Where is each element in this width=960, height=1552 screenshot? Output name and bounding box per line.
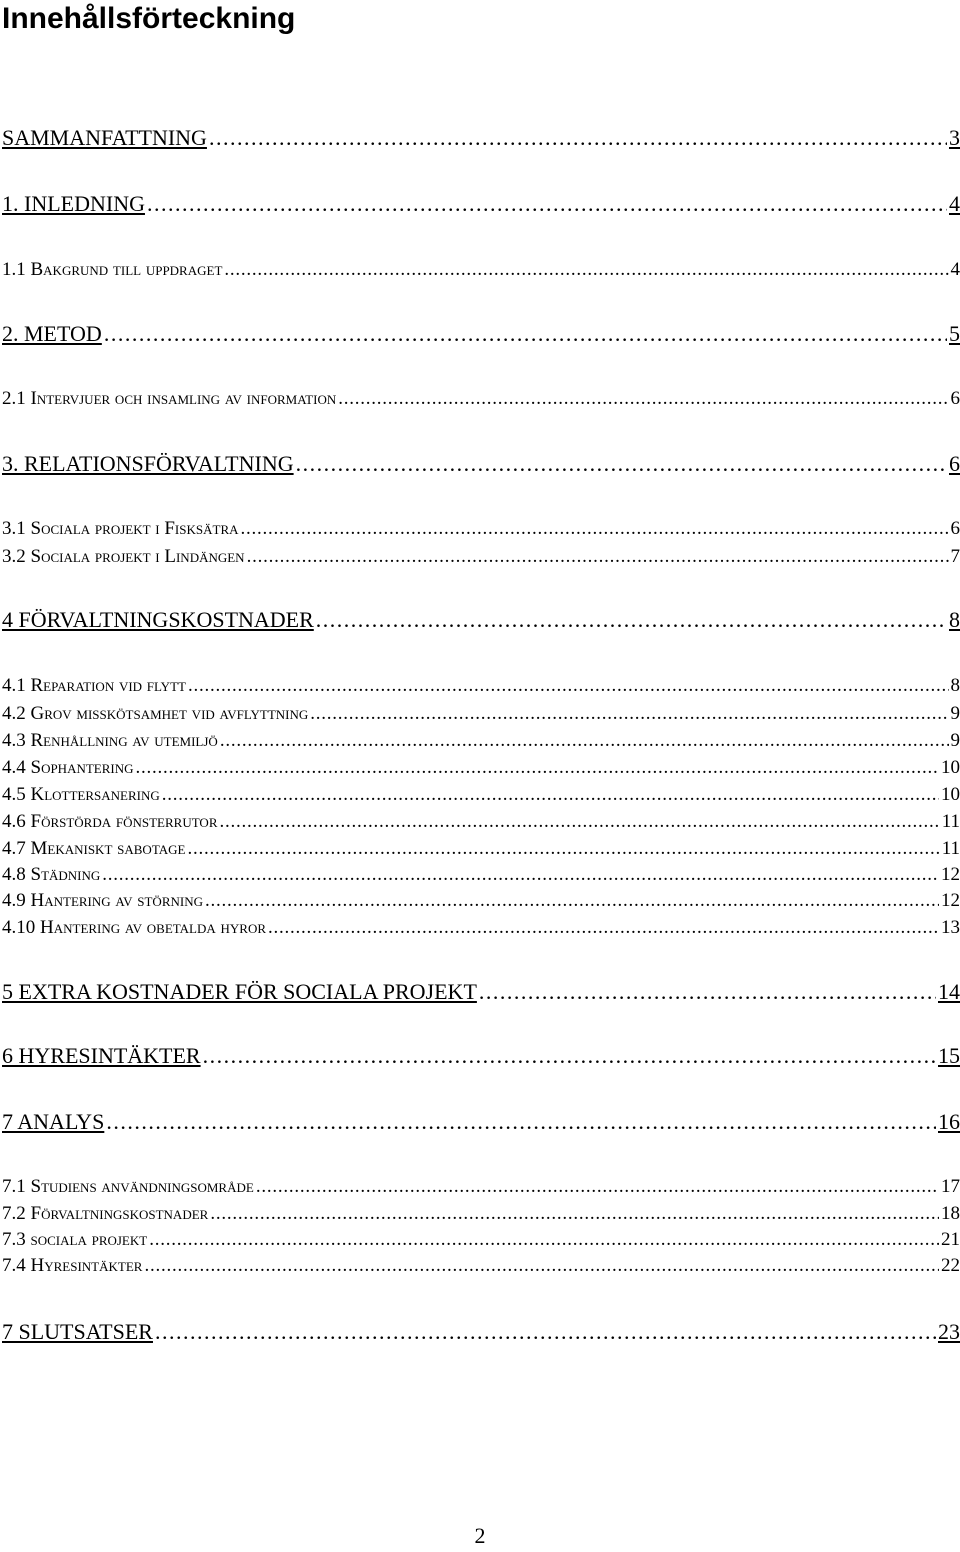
toc-entry-page: 17 [941,1176,960,1197]
toc-entry-page: 9 [950,703,960,724]
dot-leader [316,608,947,632]
dot-leader [220,810,940,834]
toc-entry-label: 6 HYRESINTÄKTER [2,1043,201,1068]
dot-leader [241,517,949,541]
toc-entry-label: 3. RELATIONSFÖRVALTNING [2,451,294,476]
toc-entry-page: 22 [941,1255,960,1276]
toc-entry-label: 1. INLEDNING [2,191,145,216]
toc-entry[interactable] [2,674,960,698]
toc-entry[interactable] [2,192,960,216]
toc-entry[interactable] [2,889,960,913]
dot-leader [247,545,949,569]
toc-entry-page: 3 [949,125,960,150]
toc-entry[interactable] [2,1254,960,1278]
toc-entry-label: 4.2 Grov misskötsamhet vid avflyttning [2,703,309,724]
toc-entry-label: 4.5 Klottersanering [2,784,160,805]
dot-leader [106,1110,936,1134]
dot-leader [155,1320,936,1344]
dot-leader [209,126,947,150]
toc-entry-label: 7.1 Studiens användningsområde [2,1176,254,1197]
dot-leader [187,837,939,861]
dot-leader [256,1175,939,1199]
dot-leader [220,729,949,753]
dot-leader [136,756,939,780]
toc-entry-label: SAMMANFATTNING [2,125,207,150]
toc-entry[interactable] [2,1110,960,1134]
toc-entry-page: 15 [938,1043,960,1068]
toc-entry-label: 3.1 Sociala projekt i Fisksätra [2,518,239,539]
toc-entry-page: 8 [949,607,960,632]
toc-entry[interactable] [2,1175,960,1199]
toc-entry-page: 18 [941,1203,960,1224]
dot-leader [205,889,939,913]
toc-entry-page: 21 [941,1229,960,1250]
toc-entry[interactable] [2,452,960,476]
dot-leader [104,322,947,346]
toc-entry-page: 16 [938,1109,960,1134]
toc-entry-page: 11 [941,838,960,859]
toc-entry-label: 4.1 Reparation vid flytt [2,675,186,696]
toc-entry-page: 6 [950,388,960,409]
toc-entry-label: 1.1 Bakgrund till uppdraget [2,259,223,280]
toc-entry[interactable] [2,387,960,411]
toc-entry[interactable] [2,608,960,632]
toc-entry[interactable] [2,980,960,1004]
toc-entry-label: 7 ANALYS [2,1109,105,1134]
dot-leader [296,452,947,476]
toc-entry[interactable] [2,810,960,834]
toc-entry[interactable] [2,702,960,726]
toc-entry-page: 13 [941,917,960,938]
dot-leader [149,1228,939,1252]
toc-entry-label: 7.3 sociala projekt [2,1229,148,1250]
toc-entry-label: 7.2 Förvaltningskostnader [2,1203,209,1224]
toc-entry-label: 4.6 Förstörda fönsterrutor [2,811,218,832]
page-number: 2 [474,1523,486,1548]
toc-entry-page: 7 [950,546,960,567]
toc-entry[interactable] [2,916,960,940]
toc-entry-page: 6 [950,518,960,539]
toc-entry-label: 4.3 Renhållning av utemiljö [2,730,218,751]
toc-entry[interactable] [2,258,960,282]
toc-entry[interactable] [2,1228,960,1252]
toc-entry-page: 8 [950,675,960,696]
toc-entry-page: 6 [949,451,960,476]
toc-entry-label: 2.1 Intervjuer och insamling av information [2,388,337,409]
toc-entry-page: 23 [938,1319,960,1344]
toc-entry[interactable] [2,322,960,346]
toc-entry-label: 4.7 Mekaniskt sabotage [2,838,186,859]
toc-entry[interactable] [2,756,960,780]
page-title: Innehållsförteckning [2,2,296,35]
toc-entry-label: 4.4 Sophantering [2,757,134,778]
toc-entry-label: 4.9 Hantering av störning [2,890,203,911]
toc-entry-page: 12 [941,890,960,911]
dot-leader [479,980,936,1004]
dot-leader [203,1044,936,1068]
toc-entry[interactable] [2,126,960,150]
toc-entry-label: 2. METOD [2,321,102,346]
dot-leader [188,674,949,698]
toc-entry-page: 12 [941,864,960,885]
dot-leader [310,702,948,726]
toc-entry-page: 10 [941,784,960,805]
dot-leader [338,387,948,411]
toc-entry-page: 4 [950,259,960,280]
toc-entry-label: 7.4 Hyresintäkter [2,1255,143,1276]
toc-entry-label: 4.10 Hantering av obetalda hyror [2,917,267,938]
toc-entry[interactable] [2,1044,960,1068]
toc-entry-label: 3.2 Sociala projekt i Lindängen [2,546,245,567]
toc-entry-page: 10 [941,757,960,778]
toc-entry-page: 9 [950,730,960,751]
dot-leader [224,258,948,282]
toc-entry-page: 11 [941,811,960,832]
dot-leader [144,1254,939,1278]
toc-entry-page: 5 [949,321,960,346]
toc-entry[interactable] [2,729,960,753]
dot-leader [268,916,939,940]
toc-entry[interactable] [2,863,960,887]
dot-leader [147,192,947,216]
dot-leader [102,863,939,887]
toc-entry[interactable] [2,517,960,541]
toc-entry-label: 7 SLUTSATSER [2,1319,153,1344]
dot-leader [162,783,939,807]
toc-entry-page: 4 [949,191,960,216]
toc-entry-page: 14 [938,979,960,1004]
toc-entry-label: 4.8 Städning [2,864,101,885]
dot-leader [210,1202,939,1226]
toc-entry[interactable] [2,783,960,807]
toc-entry-label: 4 FÖRVALTNINGSKOSTNADER [2,607,314,632]
toc-entry[interactable] [2,837,960,861]
toc-entry[interactable] [2,1320,960,1344]
toc-entry-label: 5 EXTRA KOSTNADER FÖR SOCIALA PROJEKT [2,979,477,1004]
toc-entry[interactable] [2,1202,960,1226]
toc-entry[interactable] [2,545,960,569]
